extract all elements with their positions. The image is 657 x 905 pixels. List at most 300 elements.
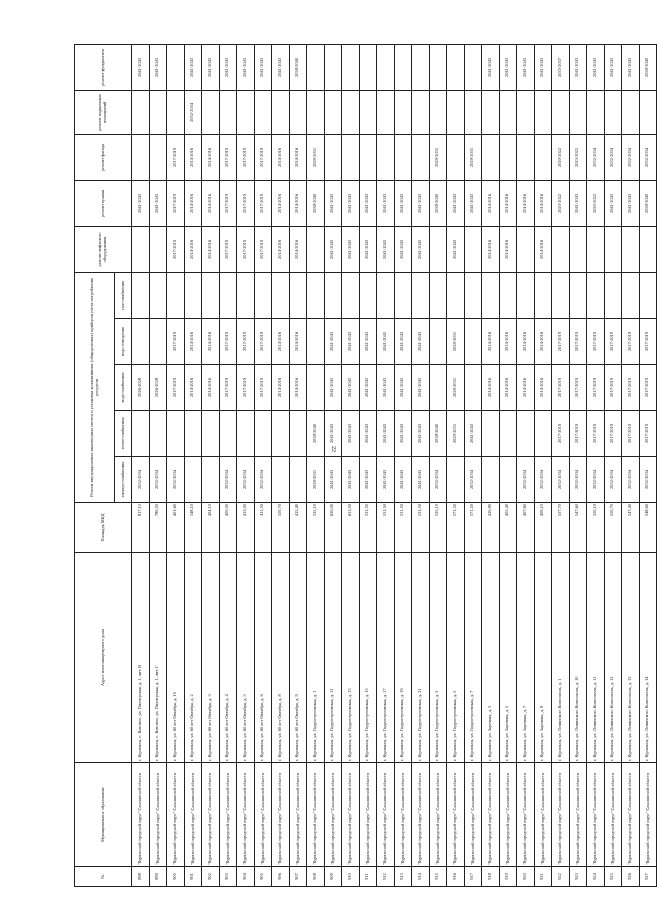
cell-roof: 2041-2043 [604, 180, 622, 226]
cell-roof: 2038-2040 [429, 180, 447, 226]
cell-foundation: 2041-2043 [184, 44, 202, 90]
cell-address: г. Курильск, ул. Ленинского Комсомола, д. 13 [622, 553, 640, 763]
cell-water: 2017-2019 [219, 365, 237, 411]
table-row [132, 44, 150, 886]
cell-sewer: 2041-2043 [394, 319, 412, 365]
table-row [412, 44, 430, 886]
cell-basement [429, 90, 447, 134]
table-row [307, 44, 325, 886]
cell-municipality: "Курильский городской округ" Сахалинской области [587, 763, 605, 867]
cell-foundation: 2041-2043 [149, 44, 167, 90]
cell-foundation [464, 44, 482, 90]
cell-lift: 2014-2016 [202, 226, 220, 272]
cell-address: г. Курильск, ул. Гидростроевская, д. 19 [394, 553, 412, 763]
cell-roof: 2041-2043 [569, 180, 587, 226]
cell-lift: 2017-2019 [167, 226, 185, 272]
cell-foundation: 2041-2043 [622, 44, 640, 90]
table-row [639, 44, 657, 886]
cell-electro: 2032-2034 [429, 457, 447, 503]
cell-lift: 2041-2043 [377, 226, 395, 272]
cell-lift: 2014-2016 [289, 226, 307, 272]
cell-electro: 2032-2034 [552, 457, 570, 503]
cell-num: 917 [464, 867, 482, 887]
header-gas: газо-снабжения [115, 272, 132, 318]
cell-gas [254, 272, 272, 318]
cell-basement [254, 90, 272, 134]
cell-area: 550,70 [604, 503, 622, 553]
cell-municipality: "Курильский городской округ" Сахалинской области [377, 763, 395, 867]
cell-facade: 2017-2019 [237, 134, 255, 180]
cell-gas [202, 272, 220, 318]
cell-gas [307, 272, 325, 318]
cell-lift: 2041-2043 [412, 226, 430, 272]
cell-facade: 2029-2031 [429, 134, 447, 180]
cell-water: 2017-2019 [167, 365, 185, 411]
cell-municipality: "Курильский городской округ" Сахалинской области [359, 763, 377, 867]
header-facade: ремонт фасада [75, 134, 132, 180]
cell-address: г. Курильск, ул. 60 лет Октября, д. 3 [202, 553, 220, 763]
cell-lift: 2014-2016 [272, 226, 290, 272]
cell-foundation [324, 44, 342, 90]
cell-foundation: 2041-2043 [569, 44, 587, 90]
cell-roof: 2041-2043 [149, 180, 167, 226]
cell-area: 409,10 [534, 503, 552, 553]
cell-foundation: 2041-2043 [604, 44, 622, 90]
cell-num: 915 [429, 867, 447, 887]
cell-water: 2029-2031 [447, 365, 465, 411]
table-row [289, 44, 307, 886]
cell-foundation: 2041-2043 [219, 44, 237, 90]
cell-foundation: 2041-2043 [534, 44, 552, 90]
cell-area: 550,10 [587, 503, 605, 553]
cell-lift: 2014-2016 [482, 226, 500, 272]
cell-electro: 2032-2034 [534, 457, 552, 503]
cell-municipality: "Курильский городской округ" Сахалинской области [324, 763, 342, 867]
header-municipality: Муниципальное образование [75, 763, 132, 867]
cell-sewer [132, 319, 150, 365]
cell-sewer [307, 319, 325, 365]
cell-facade: 2014-2016 [184, 134, 202, 180]
repair-schedule-table [74, 44, 657, 887]
cell-area: 780,50 [149, 503, 167, 553]
cell-lift: 2041-2043 [447, 226, 465, 272]
cell-basement [447, 90, 465, 134]
cell-num: 898 [132, 867, 150, 887]
cell-gas [412, 272, 430, 318]
cell-gas [622, 272, 640, 318]
cell-lift [604, 226, 622, 272]
cell-gas [342, 272, 360, 318]
cell-num: 925 [604, 867, 622, 887]
cell-sewer [149, 319, 167, 365]
table-row [237, 44, 255, 886]
cell-foundation: 2035-2037 [552, 44, 570, 90]
cell-area: 531,50 [412, 503, 430, 553]
table-row [167, 44, 185, 886]
cell-num: 919 [499, 867, 517, 887]
cell-water: 2017-2019 [587, 365, 605, 411]
cell-gas [482, 272, 500, 318]
cell-lift: 2014-2016 [534, 226, 552, 272]
cell-address: г. Курильск, ул. Заречная, д. 5 [499, 553, 517, 763]
cell-municipality: "Курильский городской округ" Сахалинской области [534, 763, 552, 867]
cell-facade [447, 134, 465, 180]
cell-gas [237, 272, 255, 318]
cell-lift [464, 226, 482, 272]
cell-heat: 2038-2040 [307, 411, 325, 457]
cell-water: 2041-2043 [412, 365, 430, 411]
cell-address: г. Курильск, ул. Гидростроевская, д. 13 [342, 553, 360, 763]
cell-address: г. Курильск, ул. Ленинского Комсомола, д. 12 [604, 553, 622, 763]
cell-num: 904 [237, 867, 255, 887]
table-row [324, 44, 342, 886]
cell-roof: 2014-2016 [184, 180, 202, 226]
cell-sewer: 2041-2043 [412, 319, 430, 365]
cell-basement [587, 90, 605, 134]
cell-facade: 2017-2019 [167, 134, 185, 180]
cell-municipality: "Курильский городской округ" Сахалинской области [622, 763, 640, 867]
cell-sewer: 2017-2019 [237, 319, 255, 365]
cell-lift: 2041-2043 [359, 226, 377, 272]
cell-sewer: 2017-2019 [552, 319, 570, 365]
cell-gas [534, 272, 552, 318]
cell-electro: 2032-2034 [254, 457, 272, 503]
cell-water: 2041-2043 [324, 365, 342, 411]
cell-municipality: "Курильский городской округ" Сахалинской области [307, 763, 325, 867]
cell-num: 924 [587, 867, 605, 887]
cell-basement [289, 90, 307, 134]
cell-facade: 2029-2031 [464, 134, 482, 180]
cell-electro: 2041-2043 [412, 457, 430, 503]
cell-gas [132, 272, 150, 318]
cell-area: 548,10 [184, 503, 202, 553]
cell-foundation [167, 44, 185, 90]
header-lift: ремонт лифтового оборудования [75, 226, 132, 272]
cell-electro: 2032-2034 [517, 457, 535, 503]
cell-electro: 2032-2034 [237, 457, 255, 503]
cell-water: 2041-2043 [377, 365, 395, 411]
cell-address: г. Курильск, ул. 60 лет Октября, д. 2 [184, 553, 202, 763]
cell-municipality: "Курильский городской округ" Сахалинской области [254, 763, 272, 867]
cell-area: 547,40 [622, 503, 640, 553]
table-row [552, 44, 570, 886]
cell-lift [429, 226, 447, 272]
cell-foundation: 2041-2043 [587, 44, 605, 90]
cell-lift: 2017-2019 [237, 226, 255, 272]
cell-sewer: 2017-2019 [622, 319, 640, 365]
cell-num: 899 [149, 867, 167, 887]
cell-lift [569, 226, 587, 272]
table-row [359, 44, 377, 886]
cell-sewer: 2014-2016 [272, 319, 290, 365]
cell-facade: 2029-2031 [307, 134, 325, 180]
cell-facade [412, 134, 430, 180]
cell-lift: 2017-2019 [254, 226, 272, 272]
cell-foundation [412, 44, 430, 90]
cell-address: г. Курильск, ул. Гидростроевская, д. 15 [359, 553, 377, 763]
cell-heat: 2017-2019 [639, 411, 657, 457]
cell-municipality: "Курильский городской округ" Сахалинской области [149, 763, 167, 867]
cell-num: 916 [447, 867, 465, 887]
cell-municipality: "Курильский городской округ" Сахалинской области [552, 763, 570, 867]
cell-lift [639, 226, 657, 272]
cell-facade [377, 134, 395, 180]
cell-municipality: "Курильский городской округ" Сахалинской области [447, 763, 465, 867]
cell-facade: 2032-2034 [639, 134, 657, 180]
header-electro: электро-снабжения [115, 457, 132, 503]
cell-foundation: 2041-2043 [499, 44, 517, 90]
cell-address: г. Курильск, ул. Гидростроевская, д. 7 [464, 553, 482, 763]
cell-gas [464, 272, 482, 318]
cell-facade [324, 134, 342, 180]
cell-heat [482, 411, 500, 457]
cell-water: 2041-2043 [359, 365, 377, 411]
cell-area: 531,50 [394, 503, 412, 553]
cell-water: 2014-2016 [534, 365, 552, 411]
cell-address: г. Курильск, ул. Ленинского Комсомола, д. 1 [552, 553, 570, 763]
page-number: 22 [330, 446, 336, 452]
cell-basement [622, 90, 640, 134]
cell-roof: 2041-2043 [464, 180, 482, 226]
cell-heat: 2041-2043 [377, 411, 395, 457]
cell-electro: 2029-2031 [307, 457, 325, 503]
cell-foundation [447, 44, 465, 90]
cell-municipality: "Курильский городской округ" Сахалинской области [482, 763, 500, 867]
cell-municipality: "Курильский городской округ" Сахалинской области [272, 763, 290, 867]
cell-roof: 2041-2043 [622, 180, 640, 226]
cell-roof: 2014-2016 [272, 180, 290, 226]
cell-facade: 2032-2034 [587, 134, 605, 180]
cell-electro: 2032-2034 [132, 457, 150, 503]
cell-water: 2014-2016 [272, 365, 290, 411]
cell-basement [412, 90, 430, 134]
cell-heat: 2041-2043 [464, 411, 482, 457]
cell-basement [464, 90, 482, 134]
cell-facade: 2014-2016 [289, 134, 307, 180]
cell-sewer: 2029-2031 [447, 319, 465, 365]
cell-heat: 2041-2043 [394, 411, 412, 457]
cell-lift [552, 226, 570, 272]
cell-water: 2017-2019 [569, 365, 587, 411]
cell-address: г. Курильск, ул. Ленинского Комсомола, д. 11 [587, 553, 605, 763]
header-roof: ремонт крыши [75, 180, 132, 226]
cell-sewer: 2014-2016 [184, 319, 202, 365]
cell-address: г. Курильск, ул. Гидростроевская, д. 21 [412, 553, 430, 763]
table-body [132, 44, 657, 886]
cell-foundation: 2041-2043 [254, 44, 272, 90]
cell-electro: 2032-2034 [639, 457, 657, 503]
cell-gas [604, 272, 622, 318]
cell-gas [149, 272, 167, 318]
cell-address: г. Курильск, ул. Заречная, д. 3 [482, 553, 500, 763]
header-address: Адрес многоквартирного дома [75, 553, 132, 763]
table-row [219, 44, 237, 886]
cell-area: 405,40 [499, 503, 517, 553]
cell-heat: 2029-2031 [447, 411, 465, 457]
cell-basement [517, 90, 535, 134]
cell-num: 906 [272, 867, 290, 887]
cell-electro [289, 457, 307, 503]
cell-basement [569, 90, 587, 134]
cell-sewer: 2014-2016 [534, 319, 552, 365]
table-row [464, 44, 482, 886]
cell-water: 2041-2043 [342, 365, 360, 411]
table-row [622, 44, 640, 886]
cell-gas [639, 272, 657, 318]
cell-address: г. Курильск, ул. 60 лет Октября, д. 5 [237, 553, 255, 763]
table-row [587, 44, 605, 886]
cell-water: 2017-2019 [639, 365, 657, 411]
cell-basement [237, 90, 255, 134]
cell-electro [272, 457, 290, 503]
cell-sewer: 2014-2016 [482, 319, 500, 365]
table-row [254, 44, 272, 886]
cell-heat: 2017-2019 [622, 411, 640, 457]
cell-facade: 2032-2034 [604, 134, 622, 180]
cell-heat: 2038-2040 [429, 411, 447, 457]
cell-basement [132, 90, 150, 134]
cell-num: 920 [517, 867, 535, 887]
cell-lift: 2041-2043 [324, 226, 342, 272]
cell-num: 910 [342, 867, 360, 887]
cell-area: 404,10 [202, 503, 220, 553]
cell-sewer: 2041-2043 [342, 319, 360, 365]
cell-facade [394, 134, 412, 180]
cell-num: 905 [254, 867, 272, 887]
cell-water: 2014-2016 [499, 365, 517, 411]
cell-sewer: 2017-2019 [569, 319, 587, 365]
cell-foundation: 2041-2043 [517, 44, 535, 90]
cell-water: 2026-2028 [149, 365, 167, 411]
header-num: № [75, 867, 132, 887]
cell-lift [622, 226, 640, 272]
cell-roof: 2041-2043 [447, 180, 465, 226]
header-group-repair: Ремонт внутридомовых инженерных систем и установка коллективных (общедомовых) приборов учета потребления ресурсов [75, 272, 115, 502]
cell-area: 817,10 [132, 503, 150, 553]
cell-heat [184, 411, 202, 457]
cell-municipality: "Курильский городской округ" Сахалинской области [184, 763, 202, 867]
cell-num: 926 [622, 867, 640, 887]
cell-sewer: 2041-2043 [324, 319, 342, 365]
cell-gas [394, 272, 412, 318]
cell-municipality: "Курильский городской округ" Сахалинской области [202, 763, 220, 867]
cell-foundation: 2041-2043 [237, 44, 255, 90]
cell-address: г. Курильск, ул. Ленинского Комсомола, д. 14 [639, 553, 657, 763]
cell-facade [517, 134, 535, 180]
cell-heat [499, 411, 517, 457]
cell-electro: 2032-2034 [604, 457, 622, 503]
cell-gas [324, 272, 342, 318]
cell-water: 2017-2019 [604, 365, 622, 411]
cell-area: 547,60 [569, 503, 587, 553]
cell-sewer: 2017-2019 [167, 319, 185, 365]
cell-roof: 2041-2043 [132, 180, 150, 226]
cell-electro: 2041-2043 [359, 457, 377, 503]
cell-num: 903 [219, 867, 237, 887]
cell-gas [167, 272, 185, 318]
cell-electro: 2041-2043 [377, 457, 395, 503]
header-area: Площадь МКД [75, 503, 132, 553]
cell-gas [289, 272, 307, 318]
document-table-wrapper [74, 45, 650, 887]
cell-sewer: 2014-2016 [517, 319, 535, 365]
cell-basement [359, 90, 377, 134]
cell-address: г. Курильск, ул. Заречная, д. 7 [517, 553, 535, 763]
cell-roof: 2041-2043 [342, 180, 360, 226]
cell-sewer [429, 319, 447, 365]
cell-roof: 2014-2016 [202, 180, 220, 226]
cell-area: 535,10 [307, 503, 325, 553]
cell-municipality: "Курильский городской округ" Сахалинской области [237, 763, 255, 867]
cell-heat: 2041-2043 [324, 411, 342, 457]
cell-area: 531,50 [377, 503, 395, 553]
cell-roof: 2041-2043 [359, 180, 377, 226]
cell-heat [202, 411, 220, 457]
cell-roof: 2041-2043 [394, 180, 412, 226]
cell-electro [447, 457, 465, 503]
cell-address: г. Курильск, ул. 60 лет Октября, д. 10 [167, 553, 185, 763]
cell-area: 550,70 [272, 503, 290, 553]
cell-roof: 2041-2043 [412, 180, 430, 226]
header-water: водо-снабжения [115, 365, 132, 411]
cell-address: г. Курильск, ул. 60 лет Октября, д. 8 [272, 553, 290, 763]
cell-lift: 2041-2043 [342, 226, 360, 272]
table-row [342, 44, 360, 886]
cell-facade: 2017-2019 [219, 134, 237, 180]
cell-lift: 2014-2016 [184, 226, 202, 272]
cell-lift [587, 226, 605, 272]
cell-heat [149, 411, 167, 457]
cell-foundation [342, 44, 360, 90]
cell-heat: 2017-2019 [604, 411, 622, 457]
cell-municipality: "Курильский городской округ" Сахалинской области [429, 763, 447, 867]
table-row [184, 44, 202, 886]
table-row [272, 44, 290, 886]
cell-foundation: 2041-2043 [482, 44, 500, 90]
cell-electro [499, 457, 517, 503]
cell-area: 411,50 [254, 503, 272, 553]
cell-electro: 2032-2034 [622, 457, 640, 503]
table-row [429, 44, 447, 886]
cell-electro: 2032-2034 [149, 457, 167, 503]
cell-area: 548,60 [639, 503, 657, 553]
cell-municipality: "Курильский городской округ" Сахалинской области [289, 763, 307, 867]
cell-water: 2014-2016 [289, 365, 307, 411]
cell-heat [272, 411, 290, 457]
cell-heat [237, 411, 255, 457]
cell-electro: 2041-2043 [394, 457, 412, 503]
cell-roof: 2014-2016 [289, 180, 307, 226]
cell-sewer: 2014-2016 [499, 319, 517, 365]
cell-basement [324, 90, 342, 134]
cell-facade [359, 134, 377, 180]
cell-num: 901 [184, 867, 202, 887]
table-row [534, 44, 552, 886]
cell-sewer: 2017-2019 [587, 319, 605, 365]
cell-municipality: "Курильский городской округ" Сахалинской области [219, 763, 237, 867]
cell-roof: 2014-2016 [517, 180, 535, 226]
cell-water: 2014-2016 [202, 365, 220, 411]
cell-municipality: "Курильский городской округ" Сахалинской области [639, 763, 657, 867]
cell-gas [569, 272, 587, 318]
cell-area: 571,50 [464, 503, 482, 553]
cell-gas [552, 272, 570, 318]
table-row [482, 44, 500, 886]
cell-gas [587, 272, 605, 318]
cell-num: 913 [394, 867, 412, 887]
cell-water: 2041-2043 [394, 365, 412, 411]
cell-electro: 2032-2034 [587, 457, 605, 503]
